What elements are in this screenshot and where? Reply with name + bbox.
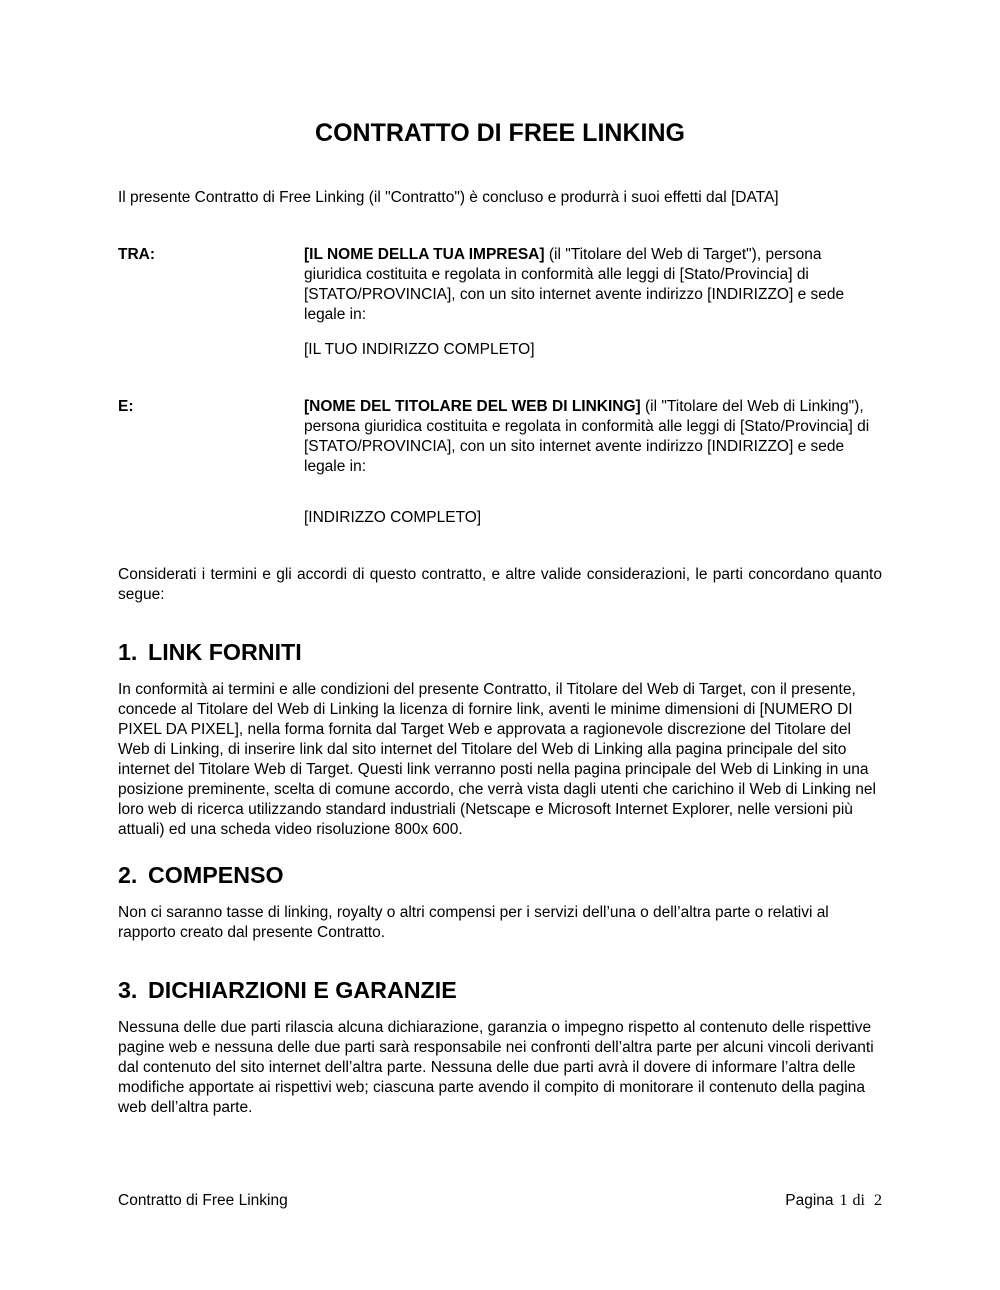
intro-paragraph: Il presente Contratto di Free Linking (il "Contratto") è concluso e produrrà i suoi effetti dal [DATA] [118,189,779,206]
page-total: 2 [874,1192,882,1209]
section-heading-1 [118,639,882,665]
page-label: Pagina [785,1192,834,1209]
section-heading-3 [118,977,882,1003]
page-current: 1 [839,1192,848,1209]
document-content [118,0,882,1118]
page-title: CONTRATTO DI FREE LINKING [315,119,685,147]
page-separator: di [852,1192,865,1209]
section-heading-2 [118,862,882,888]
party-name-placeholder: [NOME DEL TITOLARE DEL WEB DI LINKING] [304,398,641,415]
section-title: COMPENSO [148,862,284,888]
party-block-e [118,397,882,477]
section-body-3: Nessuna delle due parti rilascia alcuna dichiarazione, garanzia o impegno rispetto al contenuto delle rispettive pagine web e nessuna delle due parti sarà responsabile nei confronti dell’altra parte per alcuni vincoli derivanti dal contenuto del sito internet dell’altra parte. Nessuna delle due parti avrà il dovere di informare l’altra delle modifiche apportate ai rispettivi web; ciascuna parte avendo il compito di monitorare il contenuto della pagina web dell’altra parte. [118,1019,874,1116]
party-label-tra: TRA: [118,246,156,263]
section-title: DICHIARZIONI E GARANZIE [148,977,457,1003]
address-placeholder-2: [INDIRIZZO COMPLETO] [304,509,482,526]
party-name-placeholder: [IL NOME DELLA TUA IMPRESA] [304,246,545,263]
section-body-2: Non ci saranno tasse di linking, royalty o altri compensi per i servizi dell’una o dell’altra parte o relativi al rapporto creato dal presente Contratto. [118,904,829,941]
party-label-e: E: [118,398,134,415]
party-description-text: (il "Titolare del Web di Target"), persona giuridica costituita e regolata in conformità alle leggi di [Stato/Provincia] di [STATO/PROVINCIA], con un sito internet avente indirizzo [INDIRIZZO] e sede legale in: [304,246,845,323]
footer-page-number [785,1191,882,1211]
section-body-1: In conformità ai termini e alle condizioni del presente Contratto, il Titolare del Web di Target, con il presente, concede al Titolare del Web di Linking la licenza di fornire link, aventi le minime dimensioni di [NUMERO DI PIXEL DA PIXEL], nella forma fornita dal Target Web e approvata a ragionevole discrezione del Titolare del Web di Linking, di inserire link dal sito internet del Titolare del Web di Linking alla pagina principale del sito internet del Titolare Web di Target. Questi link verranno posti nella pagina principale del Web di Linking in una posizione preminente, scelta di comune accordo, che verrà vista dagli utenti che carichino il Web di Linking nel loro web di ricerca utilizzando standard industriali (Netscape e Microsoft Internet Explorer, nelle versioni più attuali) ed una scheda video risoluzione 800x 600. [118,681,876,838]
party-block-tra [118,245,882,325]
preamble-paragraph: Considerati i termini e gli accordi di questo contratto, e altre valide considerazioni, le parti concordano quanto segue: [118,566,882,603]
section-title: LINK FORNITI [148,639,302,665]
party-description-e [304,397,882,477]
section-number: 3. [118,977,138,1003]
page-footer [118,1191,882,1211]
party-description-text: (il "Titolare del Web di Linking"), persona giuridica costituita e regolata in conformità alle leggi di [Stato/Provincia] di [STATO/PROVINCIA], con un sito internet avente indirizzo [INDIRIZZO] e sede legale in: [304,398,870,475]
footer-doc-title: Contratto di Free Linking [118,1192,288,1209]
section-number: 1. [118,639,138,665]
section-number: 2. [118,862,138,888]
address-placeholder-1: [IL TUO INDIRIZZO COMPLETO] [304,341,535,358]
party-description-tra [304,245,882,325]
